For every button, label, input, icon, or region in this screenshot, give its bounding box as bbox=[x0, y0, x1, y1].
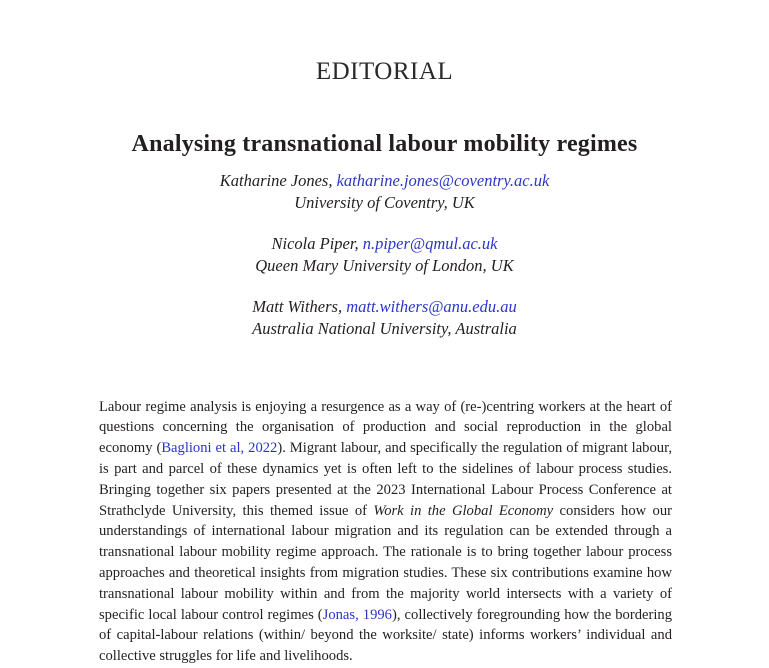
paragraph-text: ), collectively foregrounding how the bordering of capital-labour relations (within/ beyond the worksite/ state) informs workers’ individual and collective struggles for life and livelihoods. bbox=[99, 606, 672, 665]
journal-name: Work in the Global Economy bbox=[373, 502, 554, 519]
opening-paragraph bbox=[99, 397, 672, 667]
author-line bbox=[0, 296, 769, 318]
author-block bbox=[0, 296, 769, 340]
author-block bbox=[0, 233, 769, 277]
author-email-link[interactable]: n.piper@qmul.ac.uk bbox=[362, 234, 498, 253]
author-name: Nicola Piper, bbox=[271, 234, 359, 253]
author-block bbox=[0, 170, 769, 214]
citation-link[interactable]: Jonas, 1996 bbox=[322, 606, 392, 623]
author-affiliation: Queen Mary University of London, UK bbox=[255, 256, 514, 275]
author-line bbox=[0, 233, 769, 255]
author-name: Katharine Jones, bbox=[219, 171, 333, 190]
author-affiliation: Australia National University, Australia bbox=[252, 319, 517, 338]
section-label: EDITORIAL bbox=[315, 58, 454, 85]
paragraph-text: Labour regime analysis is enjoying a resurgence as a way of (re-)centring workers at the heart of questions concerning the organisation of production and social reproduction in the global economy ( bbox=[99, 398, 672, 457]
citation-link[interactable]: Baglioni et al, 2022 bbox=[161, 440, 278, 457]
author-email-link[interactable]: katharine.jones@coventry.ac.uk bbox=[336, 171, 550, 190]
paragraph-text: ). Migrant labour, and specifically the regulation of migrant labour, is part and parcel of these dynamics yet is often left to the sidelines of labour process studies. Bringing together six papers presented at the 2023 International Labour Process Conference at Strathclyde University, this themed issue of bbox=[99, 440, 672, 519]
author-email-link[interactable]: matt.withers@anu.edu.au bbox=[346, 297, 517, 316]
author-affiliation: University of Coventry, UK bbox=[294, 193, 475, 212]
paragraph-text: considers how our understandings of international labour migration and its regulation can be extended through a transnational labour mobility regime approach. The rationale is to bring together labour process approaches and theoretical insights from migration studies. These six contributions examine how transnational labour mobility within and from the majority world intersects with a variety of specific local labour control regimes ( bbox=[99, 502, 672, 623]
author-line bbox=[0, 170, 769, 192]
article-title: Analysing transnational labour mobility regimes bbox=[131, 131, 638, 157]
author-name: Matt Withers, bbox=[252, 297, 343, 316]
